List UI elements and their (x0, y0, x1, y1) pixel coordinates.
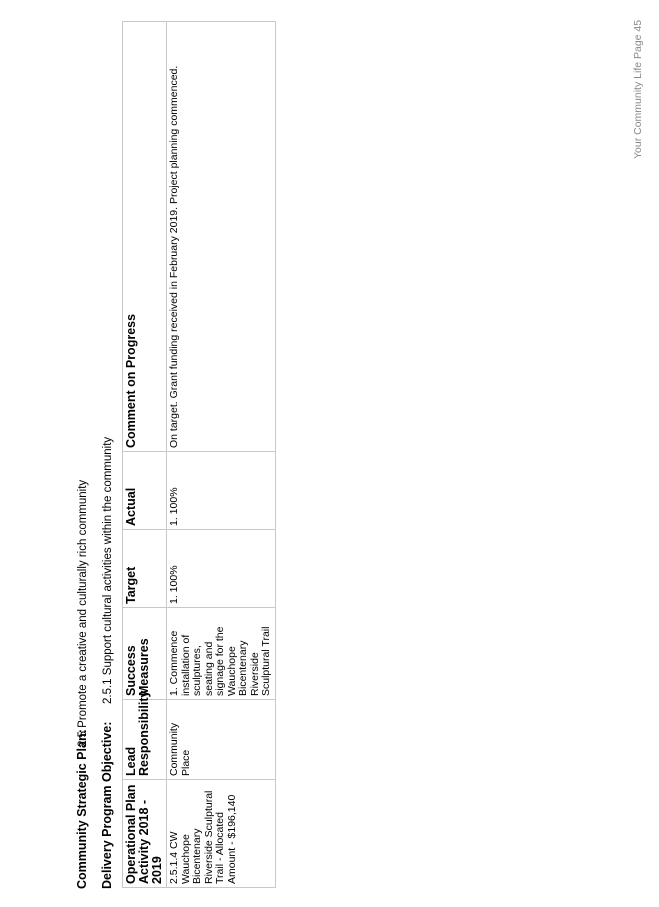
table-header-row (123, 22, 167, 888)
table-row (167, 22, 276, 888)
cell-lead: Community Place (167, 700, 276, 780)
strategic-plan-label: Community Strategic Plan: (75, 729, 89, 889)
header-lead: Lead Responsibility (123, 700, 167, 780)
cell-measures: 1. Commence installation of sculptures, seating and signage for the Wauchope Bicentenary Riverside Sculptural Trail (167, 608, 276, 700)
page-footer: Your Community Life Page 45 (632, 19, 644, 159)
activity-table (122, 21, 276, 888)
delivery-objective-line (100, 437, 114, 889)
header-actual: Actual (123, 452, 167, 530)
strategic-plan-value: 2.5 Promote a creative and culturally rich community (77, 479, 89, 747)
cell-comment: On target. Grant funding received in February 2019. Project planning commenced. (167, 22, 276, 452)
delivery-objective-label: Delivery Program Objective: (100, 721, 114, 889)
cell-actual: 1. 100% (167, 452, 276, 530)
header-comment: Comment on Progress (123, 22, 167, 452)
cell-target: 1. 100% (167, 530, 276, 608)
strategic-plan-line (75, 480, 89, 889)
header-measures: Success Measures (123, 608, 167, 700)
header-activity: Operational Plan Activity 2018 - 2019 (123, 780, 167, 888)
cell-activity: 2.5.1.4 CW Wauchope Bicentenary Riverside Sculptural Trail - Allocated Amount - $196,140 (167, 780, 276, 888)
header-target: Target (123, 530, 167, 608)
delivery-objective-value: 2.5.1 Support cultural activities within the community (102, 436, 114, 704)
